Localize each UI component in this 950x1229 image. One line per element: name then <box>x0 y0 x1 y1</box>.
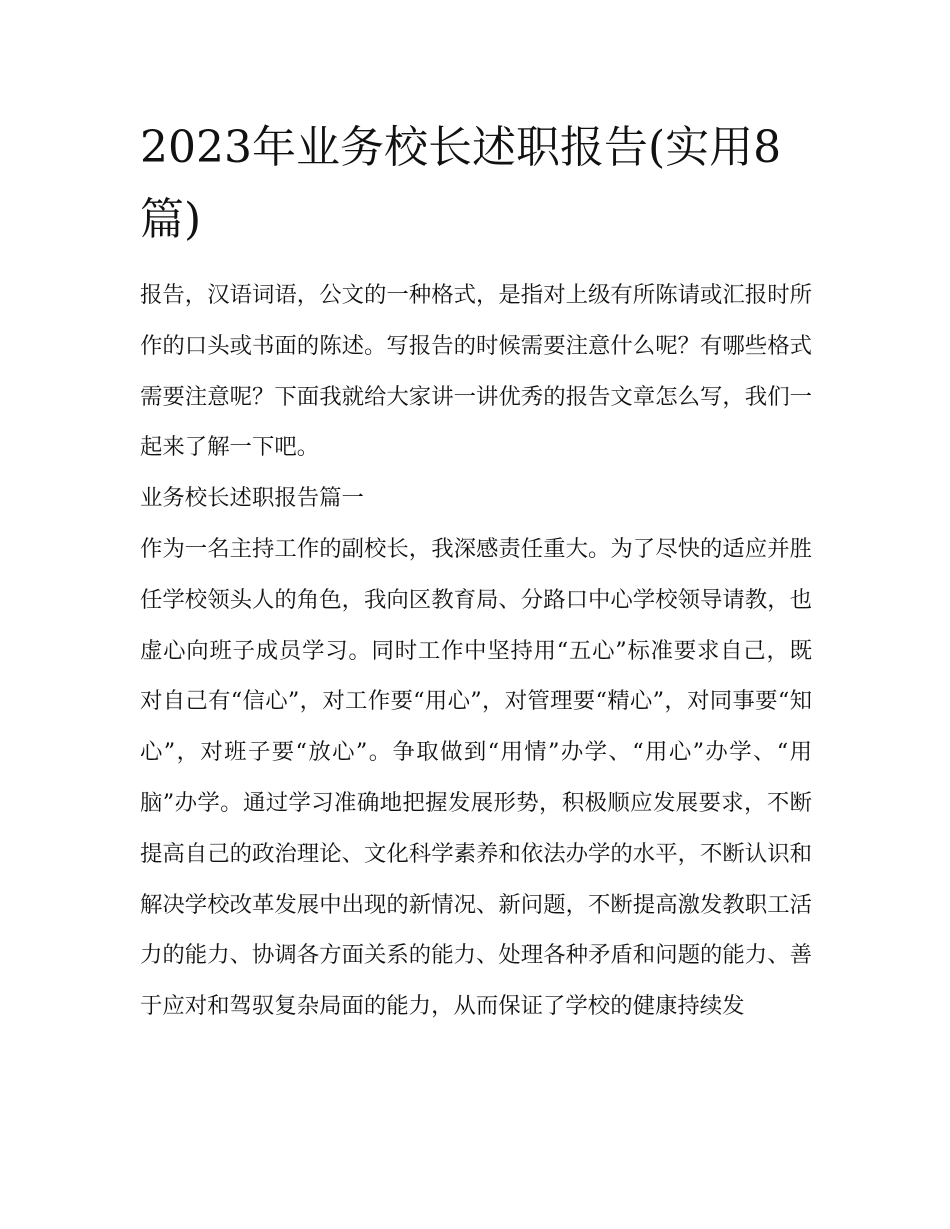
intro-paragraph: 报告，汉语词语，公文的一种格式，是指对上级有所陈请或汇报时所作的口头或书面的陈述。写报告的时候需要注意什么呢？有哪些格式需要注意呢？下面我就给大家讲一讲优秀的报告文章怎么写，我们一起来了解一下吧。 <box>140 282 812 461</box>
body-paragraph: 作为一名主持工作的副校长，我深感责任重大。为了尽快的适应并胜任学校领头人的角色，我向区教育局、分路口中心学校领导请教，也虚心向班子成员学习。同时工作中坚持用“五心”标准要求自己，既对自己有“信心”，对工作要“用心”，对管理要“精心”，对同事要“知心”，对班子要“放心”。争取做到“用情”办学、“用心”办学、“用脑”办学。通过学习准确地把握发展形势，积极顺应发展要求，不断提高自己的政治理论、文化科学素养和依法办学的水平，不断认识和解决学校改革发展中出现的新情况、新问题，不断提高激发教职工活力的能力、协调各方面关系的能力、处理各种矛盾和问题的能力、善于应对和驾驭复杂局面的能力，从而保证了学校的健康持续发 <box>140 535 812 1020</box>
section-heading: 业务校长述职报告篇一 <box>140 485 364 512</box>
document-title: 2023年业务校长述职报告(实用8篇) <box>140 122 782 245</box>
document-content <box>140 112 812 1032</box>
